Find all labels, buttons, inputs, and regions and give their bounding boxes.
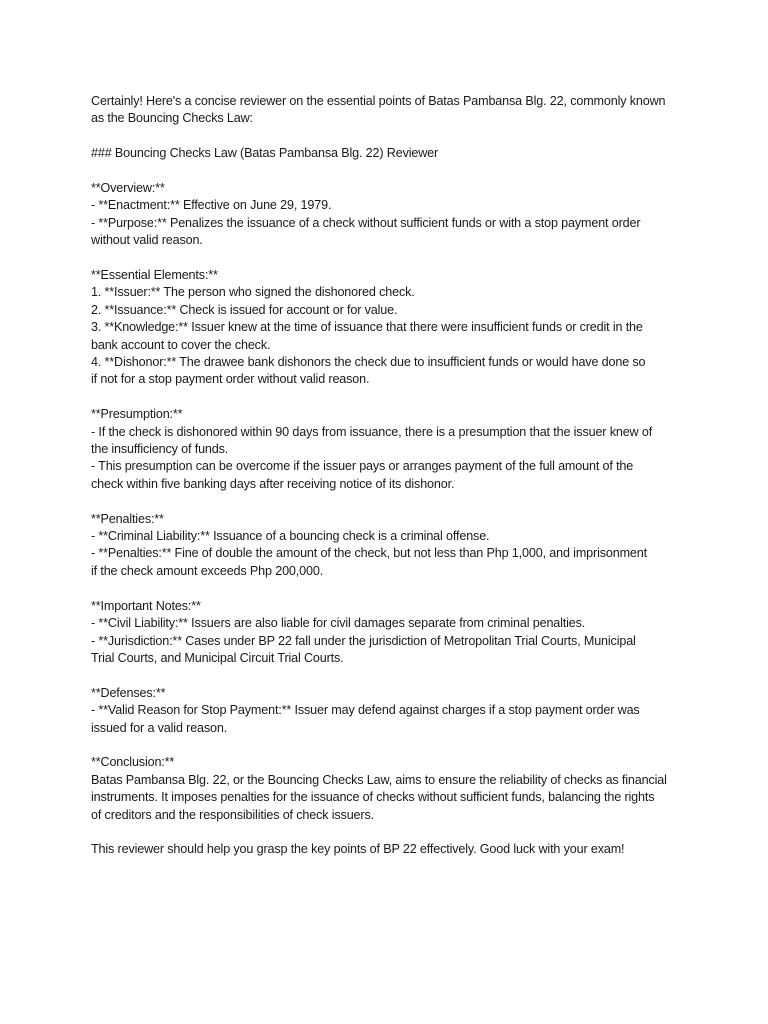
paragraph-gap [91,493,681,510]
text-line: instruments. It imposes penalties for the issuance of checks without sufficient funds, balancing the rights [91,790,655,805]
paragraph-gap [91,737,681,754]
text-line: - **Purpose:** Penalizes the issuance of a check without sufficient funds or with a stop payment order [91,215,641,230]
paragraph-gap [91,667,681,684]
paragraph-gap [91,580,681,597]
document-page [91,93,681,859]
paragraph-gap [91,163,681,180]
text-line: bank account to cover the check. [91,337,271,352]
text-line: ### Bouncing Checks Law (Batas Pambansa Blg. 22) Reviewer [91,146,439,161]
text-line: - If the check is dishonored within 90 days from issuance, there is a presumption that the issuer knew of [91,424,653,439]
text-line: - This presumption can be overcome if the issuer pays or arranges payment of the full amount of the [91,459,634,474]
text-line: Trial Courts, and Municipal Circuit Trial Courts. [91,650,344,665]
text-line: - **Jurisdiction:** Cases under BP 22 fall under the jurisdiction of Metropolitan Trial Courts, Municipal [91,633,636,648]
text-line: if the check amount exceeds Php 200,000. [91,563,324,578]
text-line: **Conclusion:** [91,755,175,770]
text-line: **Defenses:** [91,685,166,700]
text-line: - **Valid Reason for Stop Payment:** Issuer may defend against charges if a stop payment order was [91,703,640,718]
text-line: the insufficiency of funds. [91,442,229,457]
text-line: without valid reason. [91,233,203,248]
text-line: This reviewer should help you grasp the key points of BP 22 effectively. Good luck with your exam! [91,842,625,857]
text-line: if not for a stop payment order without valid reason. [91,372,370,387]
text-line: - **Civil Liability:** Issuers are also liable for civil damages separate from criminal penalties. [91,616,586,631]
text-line: - **Penalties:** Fine of double the amount of the check, but not less than Php 1,000, and imprisonment [91,546,647,561]
text-line: check within five banking days after receiving notice of its dishonor. [91,476,455,491]
text-line: Certainly! Here's a concise reviewer on the essential points of Batas Pambansa Blg. 22, commonly known [91,94,666,108]
text-line: 1. **Issuer:** The person who signed the dishonored check. [91,285,415,300]
paragraph-gap [91,389,681,406]
paragraph-gap [91,250,681,267]
text-line: - **Criminal Liability:** Issuance of a bouncing check is a criminal offense. [91,529,490,544]
text-line: - **Enactment:** Effective on June 29, 1979. [91,198,332,213]
text-line: issued for a valid reason. [91,720,228,735]
text-line: 2. **Issuance:** Check is issued for account or for value. [91,302,398,317]
text-line: 3. **Knowledge:** Issuer knew at the time of issuance that there were insufficient funds or credit in the [91,320,643,335]
paragraph-gap [91,824,681,841]
text-line: **Essential Elements:** [91,268,218,283]
text-line: of creditors and the responsibilities of check issuers. [91,807,374,822]
text-line: 4. **Dishonor:** The drawee bank dishonors the check due to insufficient funds or would have done so [91,355,646,370]
text-line: **Penalties:** [91,511,164,526]
paragraph-gap [91,128,681,145]
text-line: as the Bouncing Checks Law: [91,111,253,126]
text-line: **Presumption:** [91,407,183,422]
text-line: Batas Pambansa Blg. 22, or the Bouncing Checks Law, aims to ensure the reliability of checks as financial [91,772,667,787]
text-line: **Important Notes:** [91,598,201,613]
text-line: **Overview:** [91,181,165,195]
